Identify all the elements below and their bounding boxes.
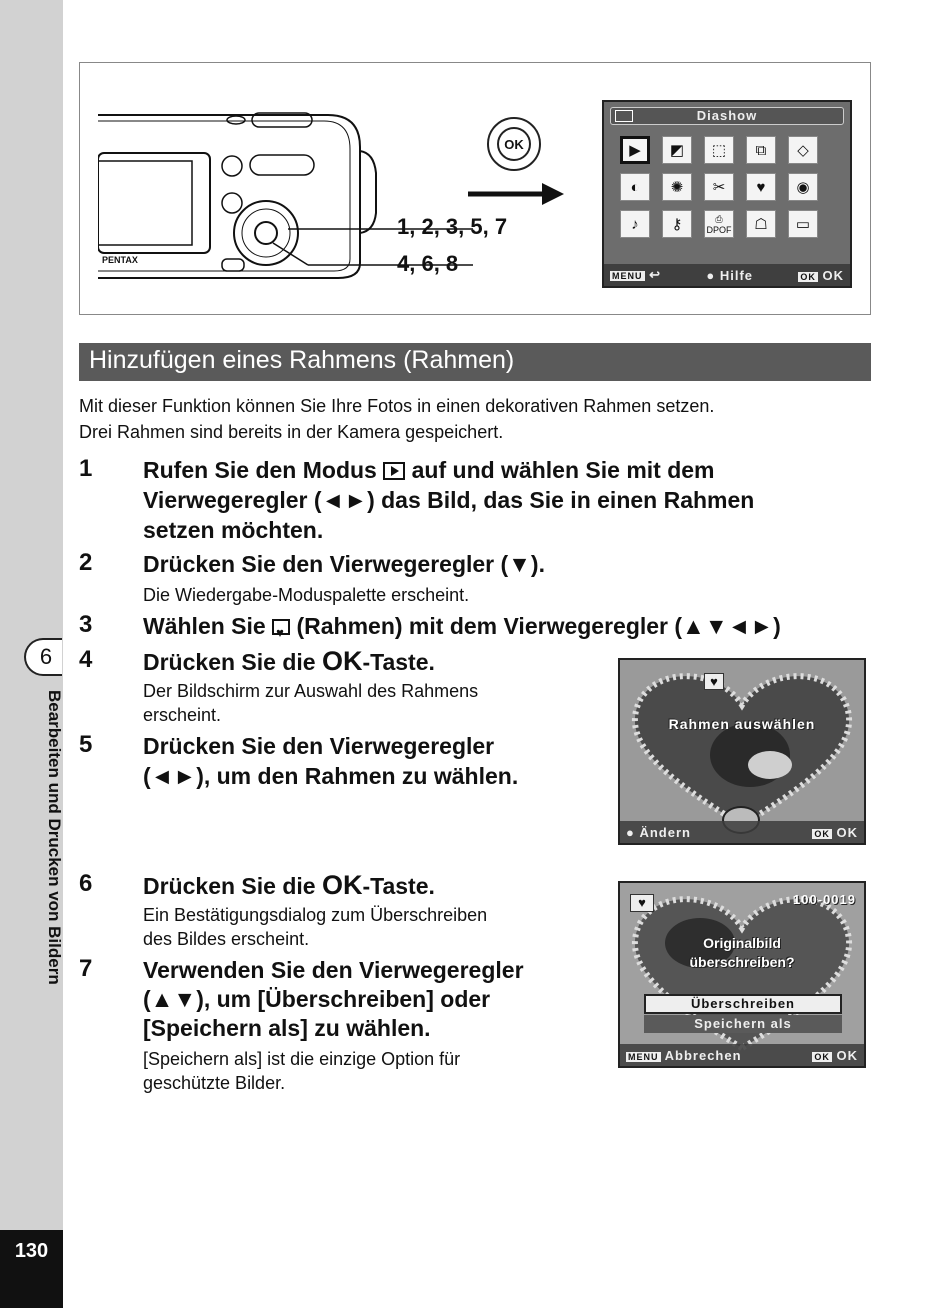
overwrite-question-2: überschreiben? (689, 954, 795, 970)
start-image-icon: ☖ (746, 210, 776, 238)
step-3-number: 3 (79, 611, 93, 638)
palette-title: Diashow (696, 108, 758, 123)
step-4-text: Drücken Sie die OK-Taste. (143, 646, 435, 676)
arrow-right-icon (466, 179, 566, 209)
step-1-text: Rufen Sie den Modus auf und wählen Sie mit dem Vierwegeregler (◄►) das Bild, das Sie in einen Rahmen setzen möchten. (143, 457, 755, 543)
camera-illustration (98, 103, 398, 283)
step-7-sub-1: [Speichern als] ist die einzige Option für (143, 1049, 461, 1069)
step-3-text: Wählen Sie ♥ (Rahmen) mit dem Vierwegeregler (▲▼◄►) (143, 613, 781, 640)
color-filter-icon: ◐ (620, 173, 650, 201)
frame-heart-icon: ♥ (746, 173, 776, 201)
change-hint: ● Ändern (626, 824, 691, 840)
copy-image-icon: ⧉ (746, 136, 776, 164)
save-as-option[interactable]: Speichern als (644, 1015, 842, 1033)
playback-mode-icon (615, 110, 633, 122)
section-heading: Hinzufügen eines Rahmens (Rahmen) (79, 343, 871, 381)
frame-heart-icon: ♥ (272, 619, 290, 635)
camera-brand: PENTAX (102, 255, 138, 265)
rotate-icon: ◇ (788, 136, 818, 164)
menu-back-hint: MENU ↩ (612, 267, 662, 282)
step-7-number: 7 (79, 955, 93, 982)
step-4-number: 4 (79, 646, 93, 673)
ok-hint: OK OK (814, 824, 858, 840)
step-6-sub-2: des Bildes erscheint. (143, 929, 310, 949)
image-recovery-icon: ▭ (788, 210, 818, 238)
cancel-hint: MENU Abbrechen (628, 1047, 742, 1063)
step-7-sub-2: geschützte Bilder. (143, 1073, 286, 1093)
frame-select-title: Rahmen auswählen (668, 716, 816, 732)
ok-button-label: OK (497, 127, 531, 161)
resize-icon: ◩ (662, 136, 692, 164)
callout-steps-1: 1, 2, 3, 5, 7 (397, 214, 508, 239)
frame-heart-icon: ♥ (630, 894, 654, 912)
step-7-line-1: Verwenden Sie den Vierwegeregler (143, 957, 524, 983)
step-4-sub-2: erscheint. (143, 705, 222, 725)
ok-hint: OK OK (814, 1047, 858, 1063)
ok-button-illustration (487, 117, 541, 171)
dpof-icon: ⎙ DPOF (704, 210, 734, 238)
slideshow-icon: ▶ (620, 136, 650, 164)
help-hint: ● Hilfe (706, 267, 754, 283)
step-5-number: 5 (79, 731, 93, 758)
step-5-line-2: (◄►), um den Rahmen zu wählen. (143, 763, 519, 789)
playback-palette-screen (602, 100, 852, 288)
step-4-sub-1: Der Bildschirm zur Auswahl des Rahmens (143, 681, 479, 701)
overwrite-option[interactable]: Überschreiben (644, 994, 842, 1014)
overwrite-confirm-screen (618, 881, 866, 1068)
camera-figure (79, 62, 871, 315)
eye-edit-icon: ◉ (788, 173, 818, 201)
step-5-line-1: Drücken Sie den Vierwegeregler (143, 733, 495, 759)
file-number: 100-0019 (793, 892, 856, 907)
trimming-icon: ⬚ (704, 136, 734, 164)
ok-hint: OK OK (800, 267, 844, 283)
intro-line-2: Drei Rahmen sind bereits in der Kamera gespeichert. (79, 422, 504, 442)
callout-steps-2: 4, 6, 8 (397, 251, 459, 276)
playback-mode-icon (383, 462, 405, 480)
page-number: 130 (0, 1230, 63, 1308)
frame-select-screen (618, 658, 866, 845)
step-6-number: 6 (79, 870, 93, 897)
digital-filter-icon: ✺ (662, 173, 692, 201)
red-eye-icon: ✂ (704, 173, 734, 201)
step-1-number: 1 (79, 455, 93, 482)
step-2-number: 2 (79, 549, 93, 576)
step-6-text: Drücken Sie die OK-Taste. (143, 870, 435, 900)
voice-memo-icon: ♪ (620, 210, 650, 238)
chapter-title: Bearbeiten und Drucken von Bildern (45, 690, 64, 985)
intro-line-1: Mit dieser Funktion können Sie Ihre Fotos in einen dekorativen Rahmen setzen. (79, 396, 715, 416)
heart-frame-photo (620, 883, 864, 1066)
step-2-sub: Die Wiedergabe-Moduspalette erscheint. (143, 585, 470, 605)
step-7-line-3: [Speichern als] zu wählen. (143, 1015, 431, 1041)
chapter-number-tab: 6 (24, 638, 62, 676)
step-6-sub-1: Ein Bestätigungsdialog zum Überschreiben (143, 905, 488, 925)
step-2-text: Drücken Sie den Vierwegeregler (▼). (143, 551, 545, 577)
overwrite-question-1: Originalbild (703, 935, 781, 951)
step-7-line-2: (▲▼), um [Überschreiben] oder (143, 986, 491, 1012)
frame-heart-icon: ♥ (704, 673, 724, 690)
protect-key-icon: ⚷ (662, 210, 692, 238)
